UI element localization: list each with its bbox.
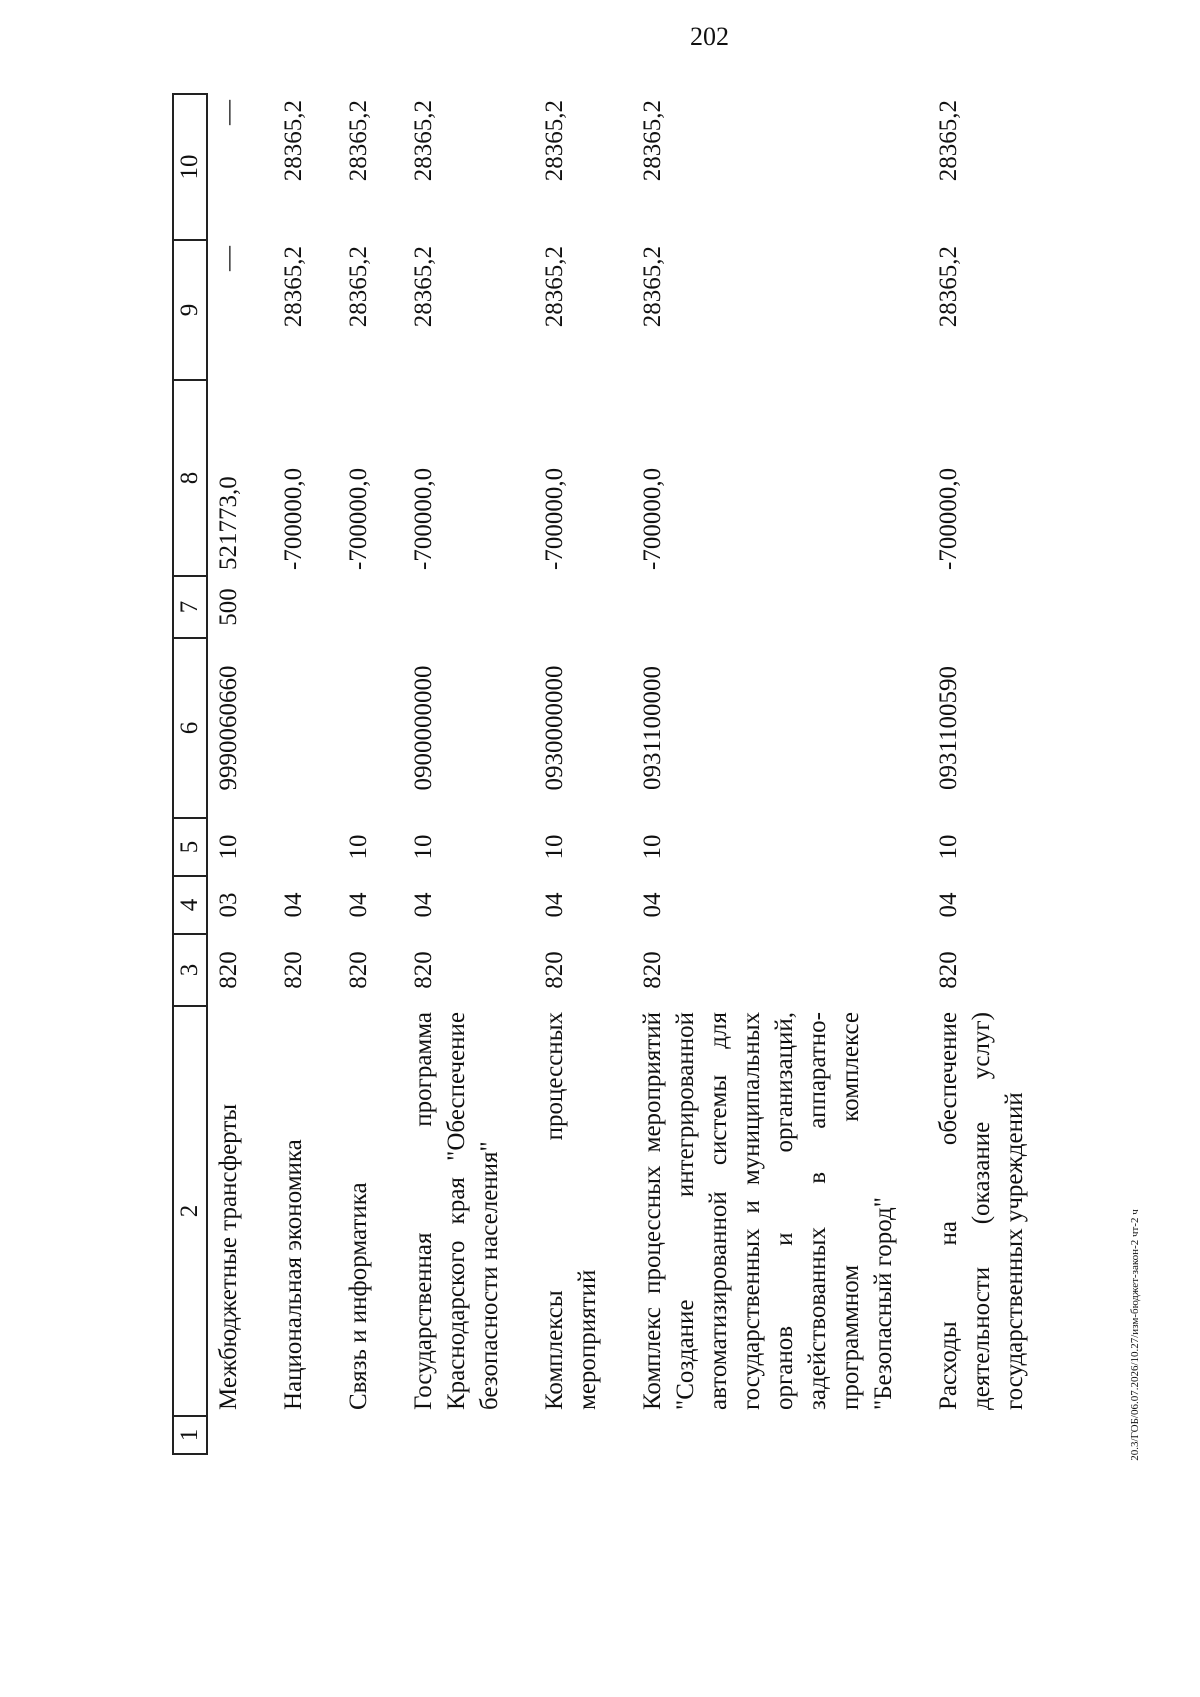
footer-document-code: 20.3/ГОБ/06.07.2026/10.27/изм-бюджет-закон-2 чт-2 ч — [1129, 1209, 1141, 1461]
cell-c7 — [534, 576, 632, 638]
budget-table — [172, 93, 1059, 1455]
table-header-row — [173, 94, 207, 1454]
cell-c1 — [632, 1416, 928, 1454]
cell-c5: 10 — [541, 834, 568, 860]
header-col-6: 6 — [173, 638, 207, 818]
cell-c9: 28365,2 — [935, 246, 962, 328]
cell-c5: 10 — [410, 834, 437, 860]
cell-c6 — [338, 638, 403, 818]
cell-c10: 28365,2 — [935, 100, 962, 182]
cell-c10: 28365,2 — [410, 100, 437, 182]
cell-c9: 28365,2 — [410, 246, 437, 328]
table-row — [403, 94, 534, 1454]
cell-name: Межбюджетные трансферты — [215, 1103, 242, 1410]
cell-c6: 0900000000 — [410, 665, 437, 791]
cell-name: Расходы на обеспечение деятельности (оказание услуг) государственных учреждений — [935, 1012, 1028, 1410]
cell-c3: 820 — [280, 951, 307, 989]
cell-c6: 9990060660 — [215, 665, 242, 791]
cell-c6: 0931100590 — [935, 665, 962, 791]
cell-c6: 0931100000 — [639, 665, 666, 791]
cell-c1 — [403, 1416, 534, 1454]
table-row — [338, 94, 403, 1454]
cell-c6: 0930000000 — [541, 665, 568, 791]
table-row — [207, 94, 273, 1454]
cell-c3: 820 — [410, 951, 437, 989]
page-number: 202 — [690, 22, 729, 51]
cell-c10: 28365,2 — [280, 100, 307, 182]
cell-c10: — — [215, 100, 242, 125]
cell-name: Государственная программа Краснодарского края "Обеспечение безопасности населения" — [410, 1012, 503, 1410]
cell-c5: 10 — [345, 834, 372, 860]
header-col-2: 2 — [173, 1006, 207, 1416]
cell-c4: 04 — [280, 892, 307, 918]
cell-c3: 820 — [639, 951, 666, 989]
cell-c4: 03 — [215, 892, 242, 918]
cell-c3: 820 — [215, 951, 242, 989]
cell-c1 — [207, 1416, 273, 1454]
cell-c3: 820 — [345, 951, 372, 989]
cell-c4: 04 — [345, 892, 372, 918]
cell-c1 — [273, 1416, 338, 1454]
cell-c8: -700000,0 — [280, 467, 307, 570]
cell-c5: 10 — [215, 834, 242, 860]
cell-name: Национальная экономика — [280, 1139, 307, 1410]
cell-c3: 820 — [541, 951, 568, 989]
cell-c8: -700000,0 — [935, 467, 962, 570]
cell-c8: -700000,0 — [541, 467, 568, 570]
cell-c1 — [534, 1416, 632, 1454]
cell-name: Связь и информатика — [345, 1182, 372, 1410]
cell-c8: -700000,0 — [410, 467, 437, 570]
header-col-8: 8 — [173, 380, 207, 576]
cell-c10: 28365,2 — [541, 100, 568, 182]
cell-c3: 820 — [935, 951, 962, 989]
cell-c10: 28365,2 — [639, 100, 666, 182]
header-col-3: 3 — [173, 934, 207, 1006]
cell-c5: 10 — [935, 834, 962, 860]
cell-c7 — [338, 576, 403, 638]
header-col-4: 4 — [173, 876, 207, 934]
cell-c5: 10 — [639, 834, 666, 860]
cell-c8: 521773,0 — [215, 476, 242, 570]
cell-name: Комплекс процессных мероприятий "Создание интегрированной автоматизированной системы для государственных и муниципальных органов и организаций, задействованных в аппаратно-программном комплексе "Безопасный город" — [639, 1012, 897, 1410]
cell-c9: 28365,2 — [639, 246, 666, 328]
cell-c6 — [273, 638, 338, 818]
cell-c7 — [273, 576, 338, 638]
cell-name: Комплексы процессных мероприятий — [541, 1012, 601, 1410]
cell-c7: 500 — [215, 588, 242, 626]
cell-c7 — [632, 576, 928, 638]
rotated-table-container — [172, 95, 1072, 1455]
table-row — [632, 94, 928, 1454]
header-col-9: 9 — [173, 240, 207, 380]
cell-c4: 04 — [541, 892, 568, 918]
cell-c4: 04 — [639, 892, 666, 918]
cell-c8: -700000,0 — [639, 467, 666, 570]
table-row — [534, 94, 632, 1454]
header-col-7: 7 — [173, 576, 207, 638]
table-row — [273, 94, 338, 1454]
cell-c9: 28365,2 — [280, 246, 307, 328]
cell-c5 — [273, 818, 338, 876]
cell-c4: 04 — [410, 892, 437, 918]
header-col-5: 5 — [173, 818, 207, 876]
cell-c7 — [403, 576, 534, 638]
header-col-1: 1 — [173, 1416, 207, 1454]
cell-c1 — [338, 1416, 403, 1454]
cell-c9: 28365,2 — [345, 246, 372, 328]
cell-c4: 04 — [935, 892, 962, 918]
cell-c1 — [928, 1416, 1059, 1454]
cell-c10: 28365,2 — [345, 100, 372, 182]
cell-c7 — [928, 576, 1059, 638]
cell-c8: -700000,0 — [345, 467, 372, 570]
cell-c9: — — [215, 246, 242, 271]
table-row — [928, 94, 1059, 1454]
cell-c9: 28365,2 — [541, 246, 568, 328]
header-col-10: 10 — [173, 94, 207, 240]
